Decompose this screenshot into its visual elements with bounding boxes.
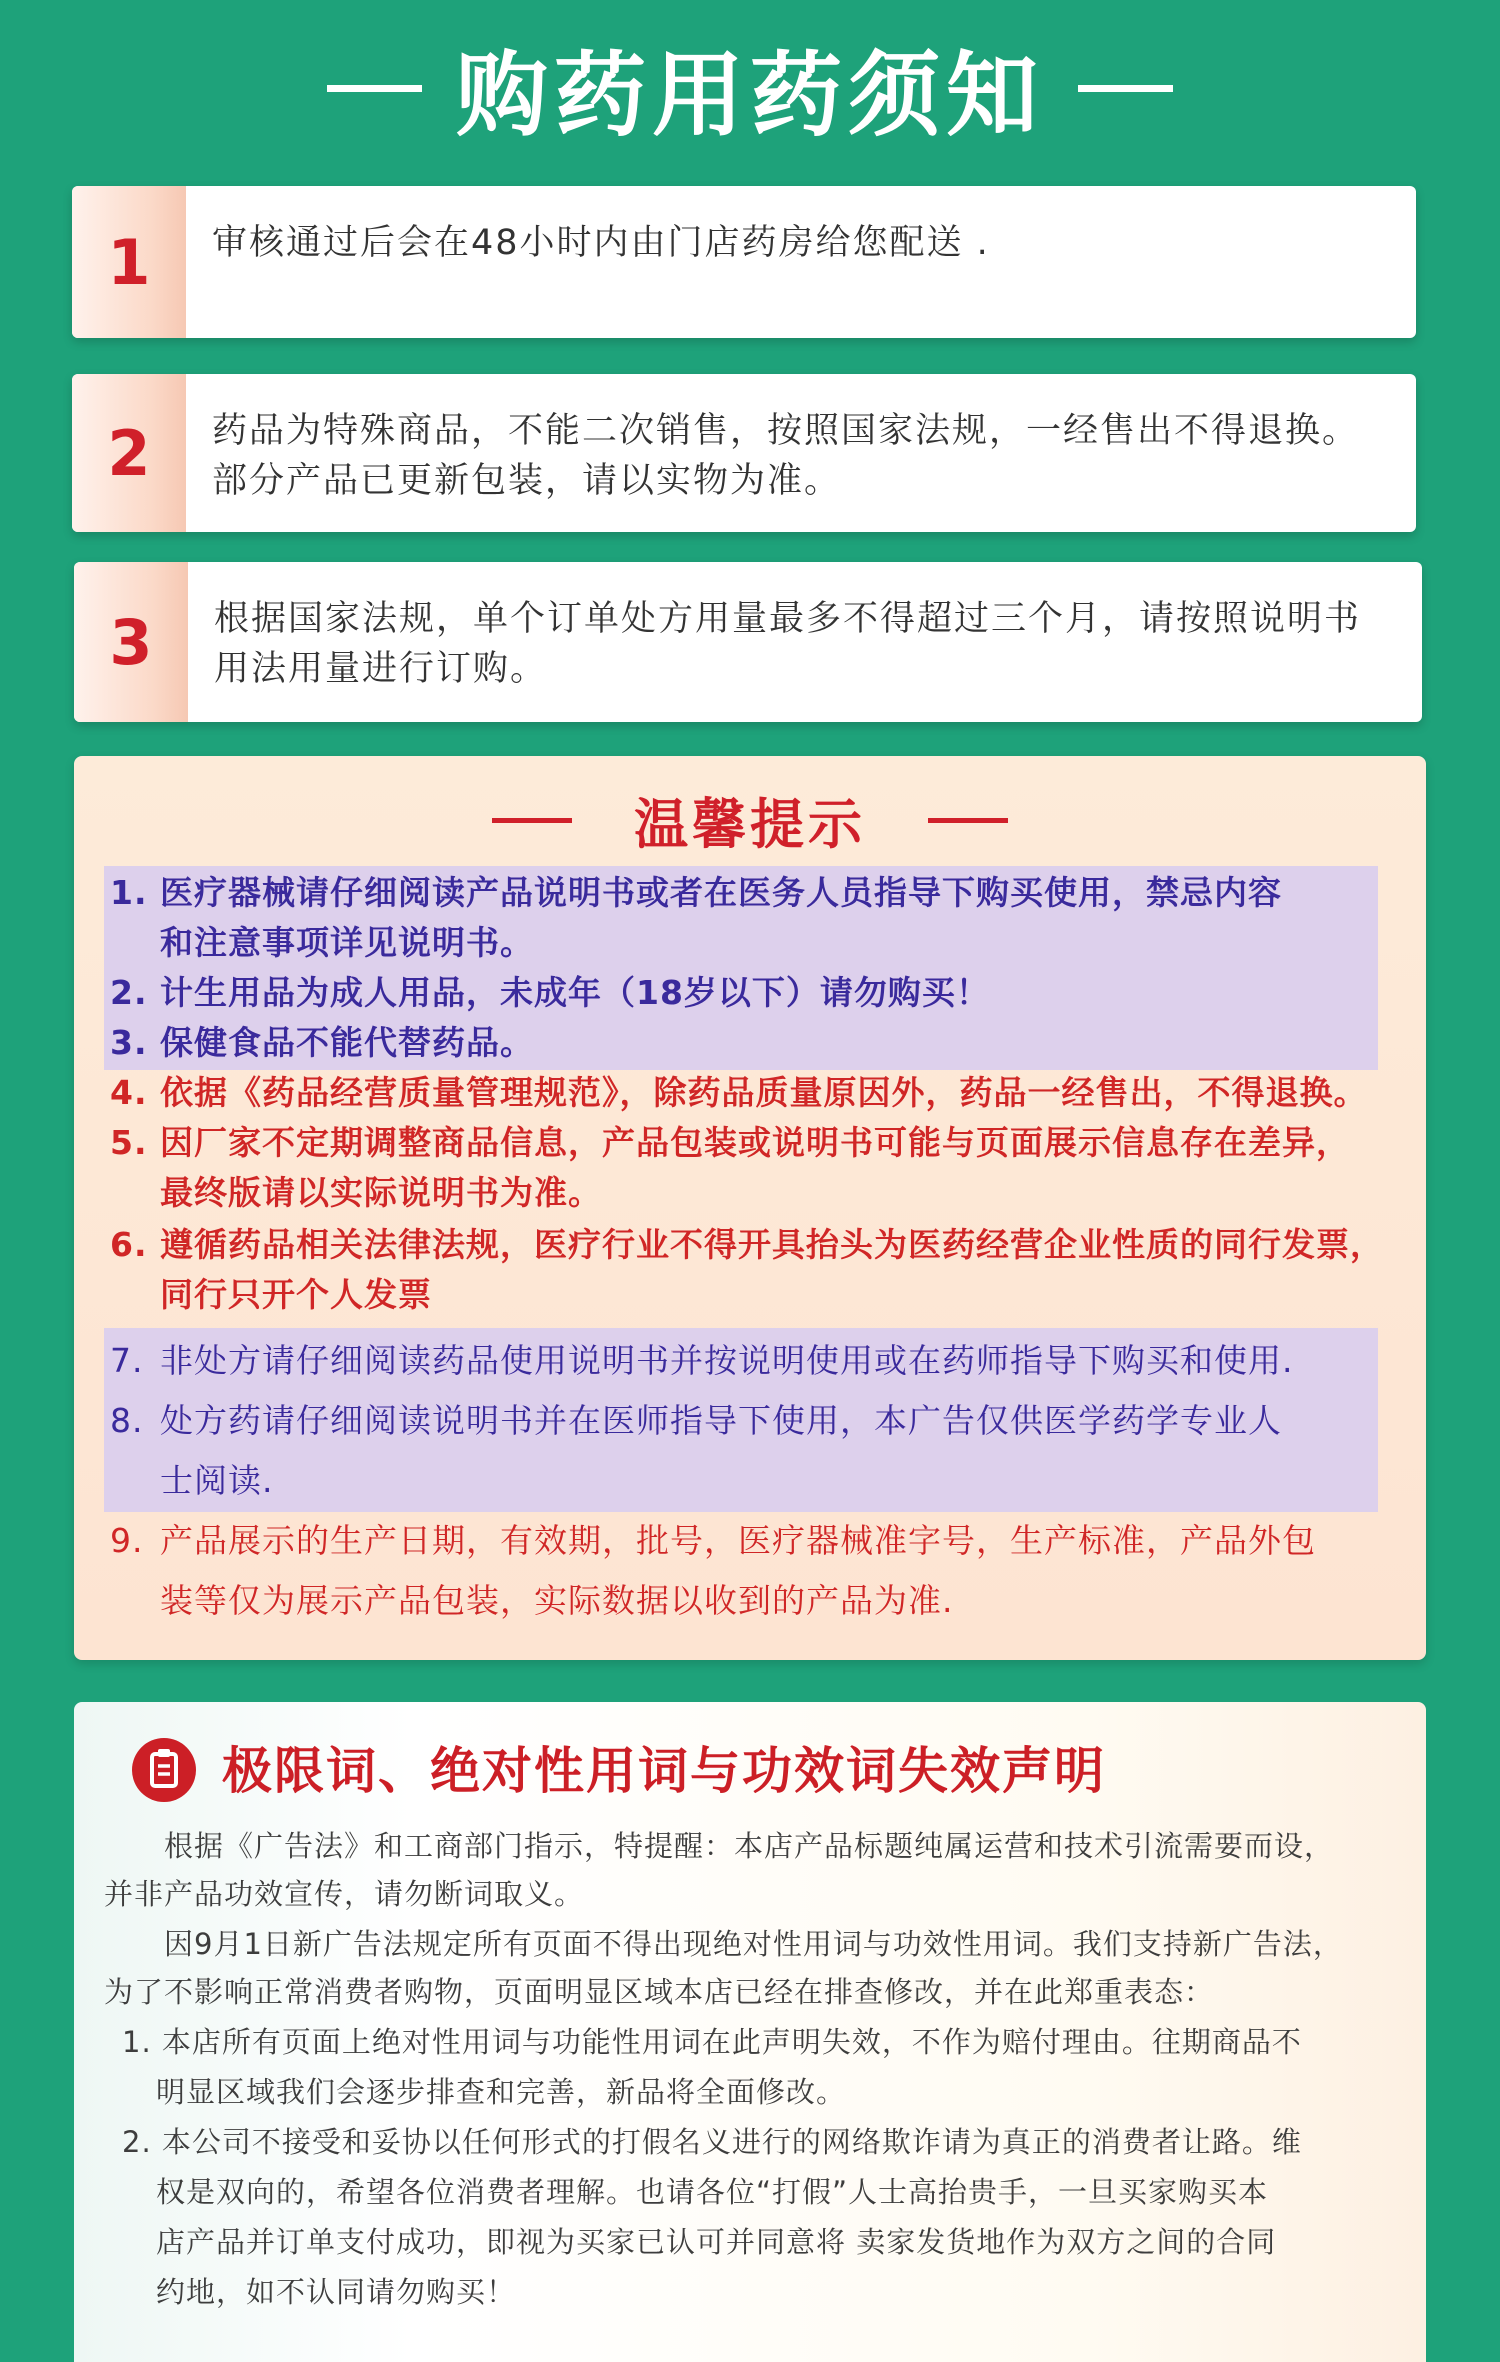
- tip-text: 同行只开个人发票: [160, 1275, 432, 1314]
- tip-item-6: [110, 1220, 1384, 1270]
- tip-item-7: [110, 1336, 1294, 1386]
- disclaimer-title: 极限词、绝对性用词与功效词失效声明: [222, 1742, 1106, 1800]
- tip-text: 因厂家不定期调整商品信息，产品包装或说明书可能与页面展示信息存在差异，: [160, 1123, 1350, 1162]
- tip-text: 和注意事项详见说明书。: [160, 923, 534, 962]
- tip-item-4: [110, 1068, 1368, 1118]
- tip-text: 产品展示的生产日期，有效期，批号，医疗器械准字号，生产标准，产品外包: [160, 1521, 1316, 1560]
- tip-number: 4.: [110, 1073, 148, 1112]
- disclaimer-list-item-cont: 约地，如不认同请勿购买！: [156, 2275, 517, 2309]
- tip-number: 2.: [110, 973, 148, 1012]
- tip-number: 8.: [110, 1401, 144, 1440]
- tip-item-9-cont: [160, 1576, 954, 1626]
- tip-item-5: [110, 1118, 1350, 1168]
- notice-text: 药品为特殊商品，不能二次销售，按照国家法规，一经售出不得退换。部分产品已更新包装，请以实物为准。: [212, 411, 1360, 501]
- disclaimer-paragraph-line: 根据《广告法》和工商部门指示，特提醒：本店产品标题纯属运营和技术引流需要而设，: [164, 1829, 1335, 1863]
- page-title: [0, 28, 1500, 148]
- tip-item-8-cont: [160, 1456, 274, 1506]
- tip-text: 处方药请仔细阅读说明书并在医师指导下使用，本广告仅供医学药学专业人: [160, 1401, 1282, 1440]
- disclaimer-list-item-cont: 权是双向的，希望各位消费者理解。也请各位“打假”人士高抬贵手，一旦买家购买本: [156, 2175, 1269, 2209]
- clipboard-icon: [132, 1738, 196, 1802]
- disclaimer-list-item-cont: 店产品并订单支付成功，即视为买家已认可并同意将 卖家发货地作为双方之间的合同: [156, 2225, 1277, 2259]
- notice-number: 3: [74, 562, 188, 722]
- tip-number: 1.: [110, 873, 148, 912]
- tips-title: [74, 780, 1426, 860]
- tip-text: 非处方请仔细阅读药品使用说明书并按说明使用或在药师指导下购买和使用.: [160, 1341, 1294, 1380]
- tip-number: 6.: [110, 1225, 148, 1264]
- title-dash-right: [1078, 85, 1173, 92]
- tip-text: 装等仅为展示产品包装，实际数据以收到的产品为准.: [160, 1581, 954, 1620]
- tip-item-1-cont: [160, 918, 534, 968]
- notice-card-2: [72, 374, 1416, 532]
- page-title-text: 购药用药须知: [455, 42, 1044, 149]
- notice-number: 1: [72, 186, 186, 338]
- title-dash-left: [327, 85, 422, 92]
- tip-item-8: [110, 1396, 1282, 1446]
- tip-item-6-cont: [160, 1270, 432, 1320]
- tip-text: 士阅读.: [160, 1461, 274, 1500]
- notice-text: 审核通过后会在48小时内由门店药房给您配送 .: [212, 223, 990, 263]
- disclaimer-panel: [74, 1702, 1426, 2362]
- notice-text: 根据国家法规，单个订单处方用量最多不得超过三个月，请按照说明书用法用量进行订购。: [214, 599, 1362, 689]
- tip-text: 计生用品为成人用品，未成年（18岁以下）请勿购买！: [160, 973, 990, 1012]
- disclaimer-paragraph-line: 为了不影响正常消费者购物，页面明显区域本店已经在排查修改，并在此郑重表态：: [104, 1975, 1215, 2009]
- tip-item-3: [110, 1018, 534, 1068]
- disclaimer-list-item-cont: 明显区域我们会逐步排查和完善，新品将全面修改。: [156, 2075, 847, 2109]
- tip-item-2: [110, 968, 990, 1018]
- disclaimer-paragraph-line: 因9月1日新广告法规定所有页面不得出现绝对性用词与功效性用词。我们支持新广告法，: [164, 1927, 1343, 1961]
- disclaimer-paragraph-line: 并非产品功效宣传，请勿断词取义。: [104, 1877, 585, 1911]
- notice-card-1: [72, 186, 1416, 338]
- tip-text: 最终版请以实际说明书为准。: [160, 1173, 602, 1212]
- tip-number: 5.: [110, 1123, 148, 1162]
- notice-number: 2: [72, 374, 186, 532]
- tip-number: 3.: [110, 1023, 148, 1062]
- notice-card-3: [74, 562, 1422, 722]
- tip-text: 保健食品不能代替药品。: [160, 1023, 534, 1062]
- tip-text: 医疗器械请仔细阅读产品说明书或者在医务人员指导下购买使用，禁忌内容: [160, 873, 1282, 912]
- tip-number: 7.: [110, 1341, 144, 1380]
- tip-number: 9.: [110, 1521, 144, 1560]
- tip-item-5-cont: [160, 1168, 602, 1218]
- tip-item-1: [110, 868, 1282, 918]
- tips-dash-right: [928, 818, 1008, 823]
- tip-text: 遵循药品相关法律法规，医疗行业不得开具抬头为医药经营企业性质的同行发票，: [160, 1225, 1384, 1264]
- tips-panel: [74, 756, 1426, 1660]
- disclaimer-list-item: 2. 本公司不接受和妥协以任何形式的打假名义进行的网络欺诈请为真正的消费者让路。维: [122, 2125, 1302, 2159]
- tips-title-text: 温馨提示: [634, 792, 866, 856]
- tip-item-9: [110, 1516, 1316, 1566]
- tips-dash-left: [492, 818, 572, 823]
- tip-text: 依据《药品经营质量管理规范》，除药品质量原因外，药品一经售出，不得退换。: [160, 1073, 1368, 1112]
- disclaimer-list-item: 1. 本店所有页面上绝对性用词与功能性用词在此声明失效，不作为赔付理由。往期商品不: [122, 2025, 1302, 2059]
